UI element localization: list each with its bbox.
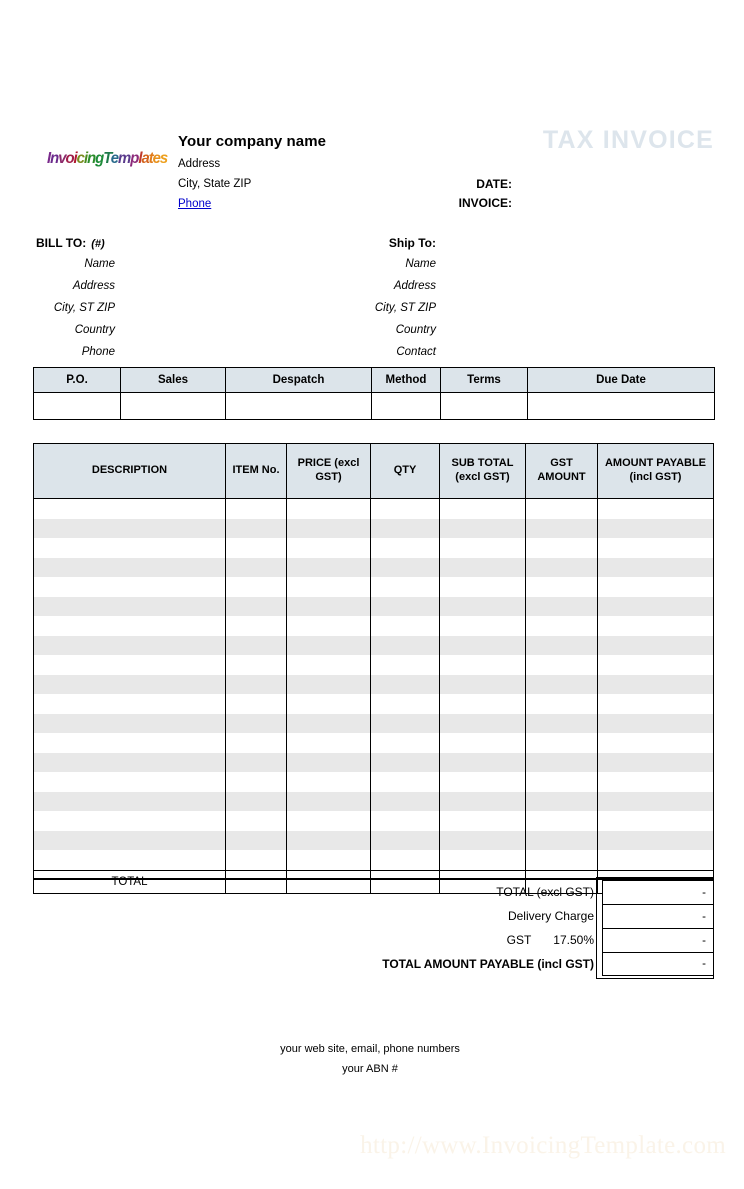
ship-to-country[interactable]: Country [395, 324, 436, 336]
line-item-cell[interactable] [598, 558, 714, 578]
line-item-row[interactable] [34, 597, 714, 617]
line-item-cell[interactable] [526, 811, 598, 831]
line-item-cell[interactable] [34, 811, 226, 831]
line-item-cell[interactable] [226, 577, 287, 597]
ship-to-city-st-zip[interactable]: City, ST ZIP [374, 302, 436, 314]
line-item-cell[interactable] [226, 597, 287, 617]
line-item-cell[interactable] [287, 831, 371, 851]
logo-letter-0: I [47, 150, 51, 167]
po-value[interactable] [34, 393, 121, 420]
line-item-cell[interactable] [34, 850, 226, 870]
line-item-cell[interactable] [34, 831, 226, 851]
line-item-cell[interactable] [287, 538, 371, 558]
line-item-row[interactable] [34, 655, 714, 675]
ship-to-contact[interactable]: Contact [396, 346, 436, 358]
logo-letter-8: g [95, 150, 104, 167]
ship-to-heading: Ship To: [388, 236, 436, 250]
line-item-cell[interactable] [371, 675, 440, 695]
line-item-cell[interactable] [287, 616, 371, 636]
line-item-cell[interactable] [598, 792, 714, 812]
method-header: Method [372, 368, 441, 393]
item-no-header: ITEM No. [226, 444, 287, 499]
totals-row [330, 880, 714, 904]
line-item-cell[interactable] [440, 499, 526, 519]
line-item-cell[interactable] [526, 792, 598, 812]
price-excl-gst-header: PRICE (excl GST) [287, 444, 371, 499]
line-item-cell[interactable] [226, 850, 287, 870]
line-item-cell[interactable] [371, 577, 440, 597]
line-item-cell[interactable] [226, 636, 287, 656]
line-item-cell[interactable] [598, 772, 714, 792]
line-item-cell[interactable] [371, 694, 440, 714]
line-item-cell[interactable] [287, 714, 371, 734]
line-item-cell[interactable] [371, 616, 440, 636]
line-item-cell[interactable] [598, 733, 714, 753]
line-item-cell[interactable] [526, 831, 598, 851]
totals-row-value[interactable]: - [602, 904, 714, 928]
line-item-cell[interactable] [287, 655, 371, 675]
line-item-cell[interactable] [34, 753, 226, 773]
line-item-row[interactable] [34, 577, 714, 597]
page-title: TAX INVOICE [542, 126, 714, 154]
company-address: Address [178, 158, 221, 170]
line-item-cell[interactable] [440, 519, 526, 539]
line-item-cell[interactable] [440, 753, 526, 773]
line-item-cell[interactable] [371, 597, 440, 617]
line-item-cell[interactable] [440, 675, 526, 695]
line-item-cell[interactable] [440, 538, 526, 558]
line-item-cell[interactable] [371, 714, 440, 734]
line-item-row[interactable] [34, 811, 714, 831]
line-item-cell[interactable] [34, 733, 226, 753]
line-item-cell[interactable] [440, 655, 526, 675]
line-item-row[interactable] [34, 714, 714, 734]
line-item-cell[interactable] [526, 675, 598, 695]
line-item-cell[interactable] [34, 577, 226, 597]
line-item-cell[interactable] [526, 558, 598, 578]
line-item-cell[interactable] [526, 636, 598, 656]
line-item-cell[interactable] [440, 577, 526, 597]
totals-row-label: GST 17.50% [506, 933, 594, 947]
despatch-value[interactable] [226, 393, 372, 420]
line-item-cell[interactable] [526, 577, 598, 597]
line-item-cell[interactable] [226, 714, 287, 734]
site-watermark: http://www.InvoicingTemplate.com [360, 1132, 726, 1159]
line-item-cell[interactable] [440, 772, 526, 792]
line-item-cell[interactable] [598, 850, 714, 870]
line-item-cell[interactable] [34, 655, 226, 675]
line-item-row[interactable] [34, 831, 714, 851]
line-item-cell[interactable] [598, 831, 714, 851]
line-item-cell[interactable] [371, 792, 440, 812]
ship-to-address[interactable]: Address [393, 280, 436, 292]
line-item-row[interactable] [34, 558, 714, 578]
line-item-cell[interactable] [226, 831, 287, 851]
logo-letter-17: s [159, 150, 168, 167]
line-item-cell[interactable] [440, 558, 526, 578]
line-item-cell[interactable] [34, 714, 226, 734]
line-item-cell[interactable] [34, 538, 226, 558]
line-item-cell[interactable] [34, 597, 226, 617]
line-item-cell[interactable] [440, 733, 526, 753]
line-item-cell[interactable] [226, 753, 287, 773]
line-item-cell[interactable] [34, 675, 226, 695]
line-item-cell[interactable] [287, 675, 371, 695]
line-item-cell[interactable] [226, 616, 287, 636]
bill-to-phone[interactable]: Phone [81, 346, 115, 358]
logo-letter-16: e [152, 150, 160, 167]
ship-to-name[interactable]: Name [405, 258, 436, 270]
invoicing-templates-logo [47, 146, 168, 172]
line-item-cell[interactable] [526, 753, 598, 773]
bill-to-label: BILL TO: [36, 236, 87, 250]
logo-letter-15: t [148, 150, 153, 167]
line-item-cell[interactable] [371, 519, 440, 539]
line-item-cell[interactable] [440, 597, 526, 617]
logo-letter-14: a [141, 150, 149, 167]
line-item-cell[interactable] [226, 519, 287, 539]
line-item-cell[interactable] [598, 675, 714, 695]
line-item-cell[interactable] [34, 499, 226, 519]
line-item-cell[interactable] [371, 850, 440, 870]
totals-row-label: TOTAL AMOUNT PAYABLE (incl GST) [382, 957, 594, 971]
line-item-cell[interactable] [526, 694, 598, 714]
line-item-cell[interactable] [371, 655, 440, 675]
line-item-cell[interactable] [598, 538, 714, 558]
line-item-cell[interactable] [598, 519, 714, 539]
amount-payable-incl-gst-header: AMOUNT PAYABLE (incl GST) [598, 444, 714, 499]
footer-contact: your web site, email, phone numbers [280, 1043, 460, 1055]
logo-letter-6: i [83, 150, 88, 167]
line-item-cell[interactable] [34, 558, 226, 578]
line-item-cell[interactable] [371, 499, 440, 519]
line-item-cell[interactable] [287, 811, 371, 831]
line-items-header-row [34, 444, 714, 499]
totals-row-value[interactable]: - [602, 952, 714, 976]
bill-to-address[interactable]: Address [72, 280, 115, 292]
line-items-total-label: TOTAL [34, 870, 226, 893]
line-item-cell[interactable] [226, 792, 287, 812]
line-item-row[interactable] [34, 519, 714, 539]
line-item-cell[interactable] [440, 616, 526, 636]
order-details-value-row [34, 393, 715, 420]
line-item-cell[interactable] [287, 636, 371, 656]
line-item-row[interactable] [34, 499, 714, 519]
line-item-cell[interactable] [287, 850, 371, 870]
line-item-cell[interactable] [371, 538, 440, 558]
company-city-state-zip: City, State ZIP [178, 178, 252, 190]
line-item-cell[interactable] [226, 694, 287, 714]
totals-summary [330, 880, 714, 976]
terms-value[interactable] [441, 393, 528, 420]
line-item-cell[interactable] [287, 792, 371, 812]
totals-row-value[interactable]: - [602, 880, 714, 904]
line-item-cell[interactable] [598, 636, 714, 656]
line-item-cell[interactable] [526, 499, 598, 519]
line-item-row[interactable] [34, 753, 714, 773]
line-item-cell[interactable] [440, 694, 526, 714]
totals-row-label: Delivery Charge [507, 909, 594, 923]
line-item-row[interactable] [34, 850, 714, 870]
line-item-cell[interactable] [226, 655, 287, 675]
line-item-cell[interactable] [34, 772, 226, 792]
totals-row-value[interactable]: - [602, 928, 714, 952]
bill-to-hash: (#) [91, 238, 105, 250]
logo-letter-9: T [103, 150, 111, 167]
totals-row [330, 952, 714, 976]
logo-letter-3: o [65, 150, 74, 167]
line-item-cell[interactable] [34, 694, 226, 714]
terms-header: Terms [441, 368, 528, 393]
order-details-table [33, 367, 715, 420]
line-item-cell[interactable] [526, 655, 598, 675]
line-item-cell[interactable] [598, 499, 714, 519]
line-item-cell[interactable] [440, 850, 526, 870]
sales-header: Sales [121, 368, 226, 393]
line-items-total-item-no [226, 870, 287, 893]
line-item-cell[interactable] [440, 811, 526, 831]
logo-letter-1: n [50, 150, 59, 167]
qty-header: QTY [371, 444, 440, 499]
line-item-cell[interactable] [287, 772, 371, 792]
company-phone-link[interactable]: Phone [178, 198, 212, 210]
line-item-cell[interactable] [287, 577, 371, 597]
line-item-cell[interactable] [287, 733, 371, 753]
bill-to-city-st-zip[interactable]: City, ST ZIP [53, 302, 115, 314]
line-item-cell[interactable] [34, 616, 226, 636]
line-item-cell[interactable] [226, 499, 287, 519]
line-item-cell[interactable] [440, 636, 526, 656]
line-item-row[interactable] [34, 772, 714, 792]
logo-letter-5: c [76, 150, 84, 167]
line-item-cell[interactable] [598, 597, 714, 617]
line-item-cell[interactable] [526, 733, 598, 753]
line-item-cell[interactable] [526, 714, 598, 734]
line-item-cell[interactable] [34, 636, 226, 656]
sub-total-excl-gst-header: SUB TOTAL (excl GST) [440, 444, 526, 499]
line-item-cell[interactable] [371, 831, 440, 851]
line-item-cell[interactable] [287, 499, 371, 519]
line-items-table [33, 443, 714, 894]
totals-row-label: TOTAL (excl GST) [496, 885, 594, 899]
due-date-header: Due Date [528, 368, 715, 393]
line-item-row[interactable] [34, 792, 714, 812]
bill-to-heading [36, 236, 105, 250]
line-item-cell[interactable] [287, 519, 371, 539]
company-name: Your company name [178, 133, 327, 150]
due-date-value[interactable] [528, 393, 715, 420]
invoice-number-label: INVOICE: [458, 196, 512, 210]
line-item-cell[interactable] [226, 558, 287, 578]
line-item-cell[interactable] [598, 655, 714, 675]
line-item-row[interactable] [34, 636, 714, 656]
line-item-cell[interactable] [371, 636, 440, 656]
line-item-cell[interactable] [598, 577, 714, 597]
line-item-cell[interactable] [287, 597, 371, 617]
line-item-cell[interactable] [526, 597, 598, 617]
line-item-cell[interactable] [526, 772, 598, 792]
line-item-cell[interactable] [287, 753, 371, 773]
bill-to-name[interactable]: Name [84, 258, 115, 270]
line-item-cell[interactable] [371, 733, 440, 753]
totals-row [330, 928, 714, 952]
description-header: DESCRIPTION [34, 444, 226, 499]
order-details-header-row [34, 368, 715, 393]
line-item-cell[interactable] [226, 538, 287, 558]
line-item-row[interactable] [34, 616, 714, 636]
method-value[interactable] [372, 393, 441, 420]
totals-row [330, 904, 714, 928]
line-item-cell[interactable] [598, 753, 714, 773]
line-item-cell[interactable] [371, 558, 440, 578]
line-item-cell[interactable] [598, 694, 714, 714]
logo-letter-7: n [87, 150, 96, 167]
line-item-cell[interactable] [598, 714, 714, 734]
line-item-cell[interactable] [526, 616, 598, 636]
line-item-cell[interactable] [526, 538, 598, 558]
line-item-cell[interactable] [526, 519, 598, 539]
despatch-header: Despatch [226, 368, 372, 393]
logo-letter-13: l [138, 150, 142, 167]
po-header: P.O. [34, 368, 121, 393]
logo-letter-10: e [110, 150, 119, 167]
logo-letter-2: v [58, 150, 66, 167]
line-item-cell[interactable] [226, 733, 287, 753]
line-item-cell[interactable] [598, 616, 714, 636]
line-item-cell[interactable] [440, 831, 526, 851]
line-item-cell[interactable] [371, 811, 440, 831]
line-item-row[interactable] [34, 733, 714, 753]
line-item-cell[interactable] [226, 811, 287, 831]
line-item-cell[interactable] [371, 753, 440, 773]
line-item-row[interactable] [34, 538, 714, 558]
line-item-cell[interactable] [34, 519, 226, 539]
line-item-cell[interactable] [34, 792, 226, 812]
line-item-row[interactable] [34, 694, 714, 714]
line-item-cell[interactable] [526, 850, 598, 870]
logo-letter-12: p [130, 150, 139, 167]
sales-value[interactable] [121, 393, 226, 420]
gst-rate: 17.50% [553, 933, 594, 947]
line-item-cell[interactable] [440, 714, 526, 734]
logo-letter-4: i [73, 150, 77, 167]
date-label: DATE: [476, 177, 512, 191]
line-item-row[interactable] [34, 675, 714, 695]
line-item-cell[interactable] [287, 558, 371, 578]
line-item-cell[interactable] [440, 792, 526, 812]
gst-amount-header: GST AMOUNT [526, 444, 598, 499]
footer-abn: your ABN # [342, 1063, 398, 1075]
line-item-cell[interactable] [598, 811, 714, 831]
line-item-cell[interactable] [287, 694, 371, 714]
line-item-cell[interactable] [226, 675, 287, 695]
line-item-cell[interactable] [226, 772, 287, 792]
line-item-cell[interactable] [371, 772, 440, 792]
logo-letter-11: m [118, 150, 131, 167]
bill-to-country[interactable]: Country [74, 324, 115, 336]
